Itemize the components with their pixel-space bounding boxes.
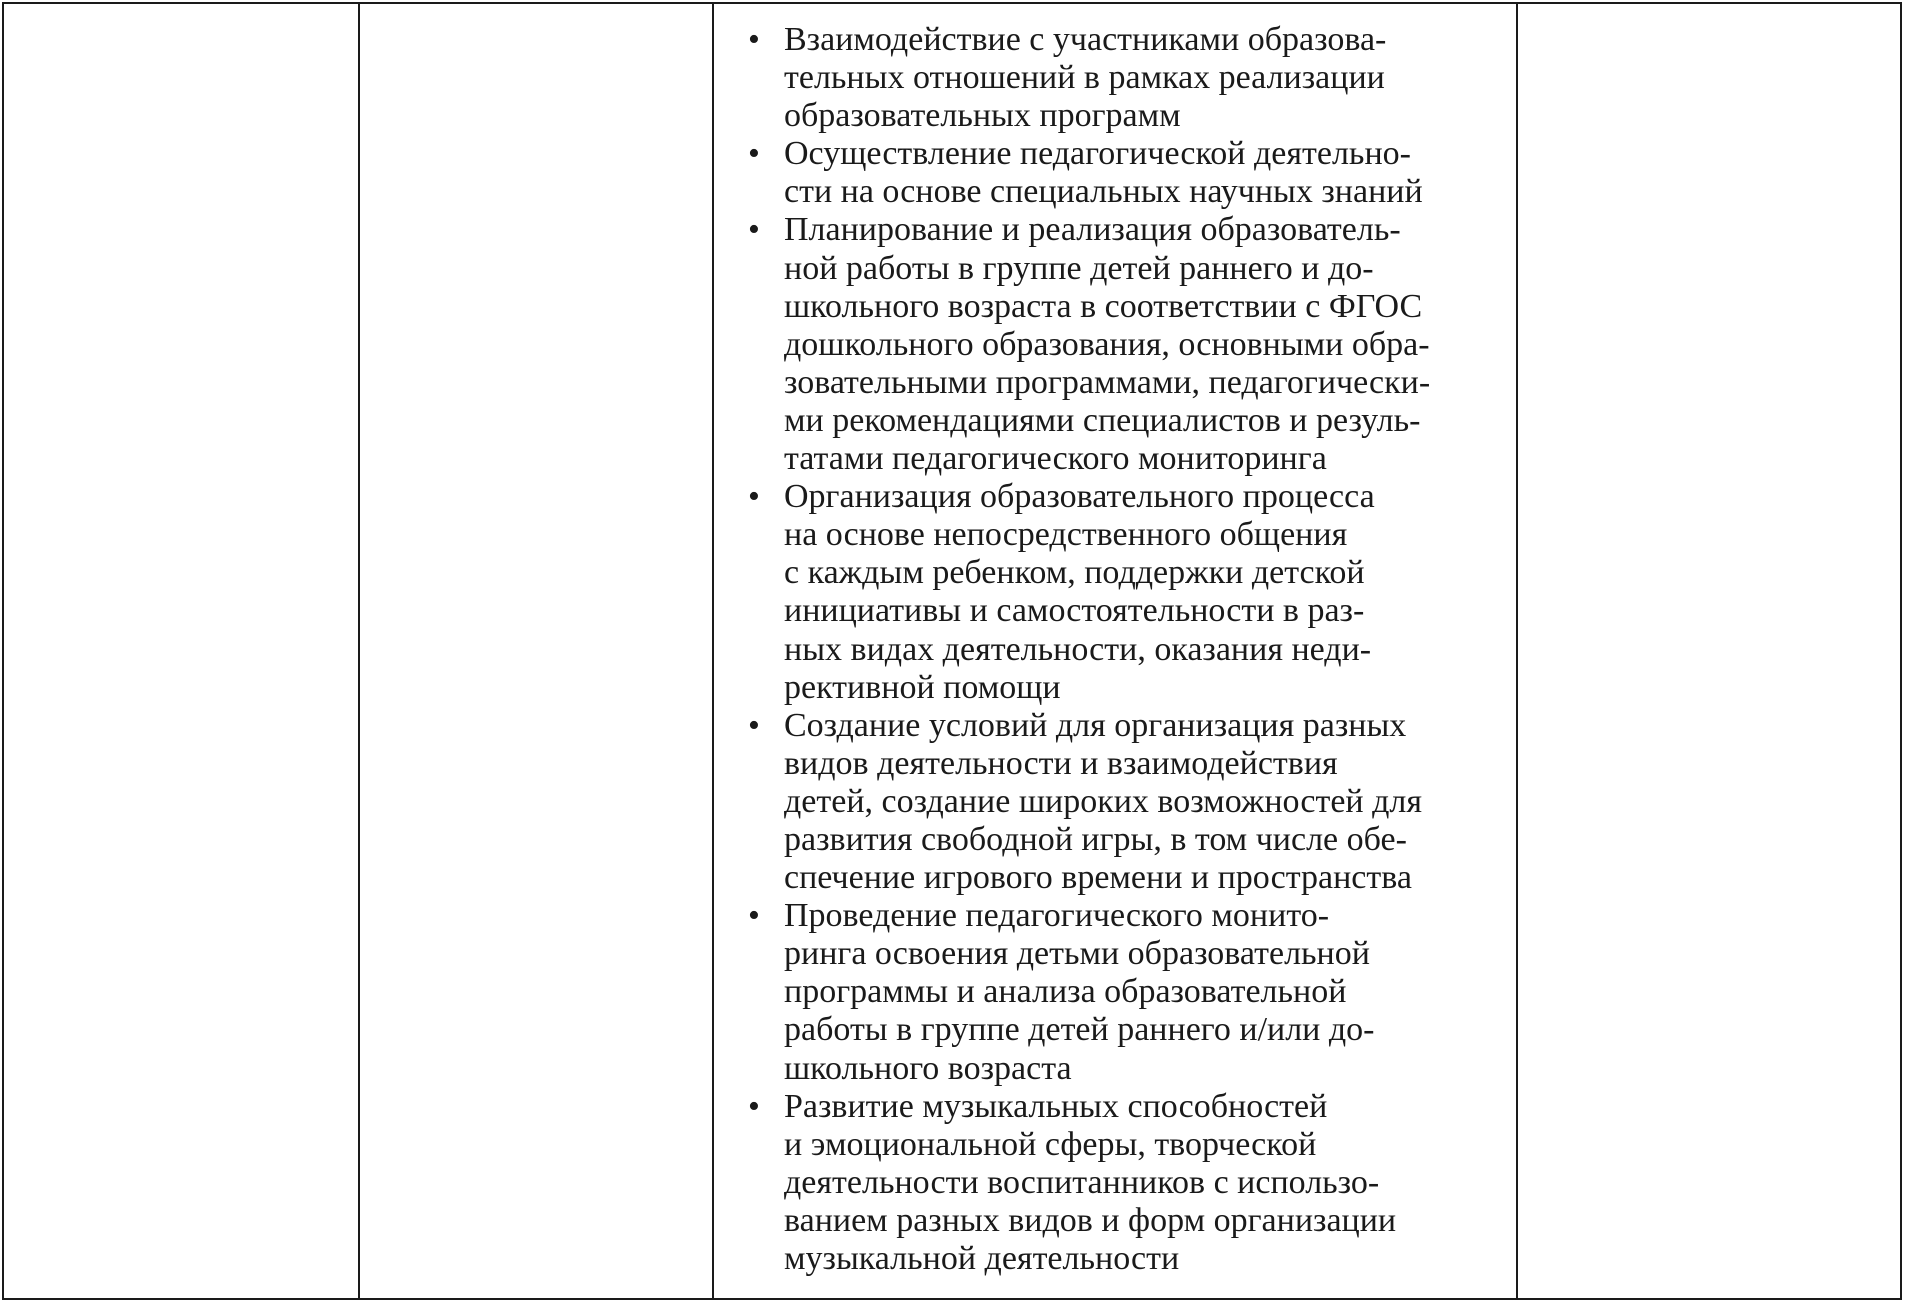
list-item — [738, 478, 1508, 707]
list-item-line: Взаимодействие с участниками образова- — [784, 21, 1387, 58]
list-item-line: школьного возраста в соответствии с ФГОС — [784, 287, 1423, 325]
list-item-line: Осуществление педагогической деятельно- — [784, 135, 1411, 173]
list-item-line: спечение игрового времени и пространства — [784, 859, 1412, 897]
list-item-line: рективной помощи — [784, 668, 1061, 706]
table — [2, 2, 1902, 1300]
list-item-line: с каждым ребенком, поддержки детской — [784, 554, 1365, 592]
list-item-line: ванием разных видов и форм организации — [784, 1201, 1397, 1239]
list-item-line: развития свободной игры, в том числе обе- — [784, 820, 1407, 858]
list-item-line: Проведение педагогического монито- — [784, 897, 1330, 935]
bullet-icon: • — [748, 478, 760, 516]
list-item-line: тельных отношений в рамках реализации — [784, 59, 1385, 97]
list-item-line: ринга освоения детьми образовательной — [784, 935, 1370, 973]
list-item-line: зовательными программами, педагогически- — [784, 363, 1431, 401]
table-cell-1 — [4, 4, 360, 1298]
table-cell-2 — [360, 4, 714, 1298]
list-item-line: на основе непосредственного общения — [784, 516, 1348, 554]
list-item — [738, 1088, 1508, 1278]
list-item-line: сти на основе специальных научных знаний — [784, 173, 1423, 211]
bullet-icon: • — [748, 706, 760, 744]
list-item-line: видов деятельности и взаимодействия — [784, 744, 1338, 782]
list-item-line: ми рекомендациями специалистов и резуль- — [784, 401, 1421, 439]
list-item-line: Создание условий для организация разных — [784, 706, 1407, 744]
list-item-line: Планирование и реализация образователь- — [784, 211, 1401, 249]
list-item — [738, 707, 1508, 897]
bullet-icon: • — [748, 135, 760, 173]
table-cell-4 — [1518, 4, 1900, 1298]
bullet-list — [738, 21, 1508, 1278]
list-item-line: школьного возраста — [784, 1049, 1072, 1087]
list-item-line: музыкальной деятельности — [784, 1240, 1180, 1277]
list-item-line: Организация образовательного процесса — [784, 478, 1375, 516]
list-item — [738, 21, 1508, 135]
list-item-line: работы в группе детей раннего и/или до- — [784, 1011, 1375, 1049]
list-item-line: инициативы и самостоятельности в раз- — [784, 592, 1365, 630]
list-item-line: и эмоциональной сферы, творческой — [784, 1125, 1317, 1163]
list-item-line: дошкольного образования, основными обра- — [784, 325, 1430, 363]
list-item-line: татами педагогического мониторинга — [784, 440, 1327, 478]
list-item-line: детей, создание широких возможностей для — [784, 782, 1423, 820]
list-item-line: деятельности воспитанников с использо- — [784, 1163, 1380, 1201]
bullet-icon: • — [748, 897, 760, 935]
list-item-line: образовательных программ — [784, 97, 1181, 135]
bullet-icon: • — [748, 1087, 760, 1125]
list-item — [738, 897, 1508, 1087]
list-item-line: программы и анализа образовательной — [784, 973, 1347, 1011]
bullet-icon: • — [748, 211, 760, 249]
table-cell-3 — [714, 4, 1518, 1298]
list-item-line: ных видах деятельности, оказания неди- — [784, 630, 1372, 668]
list-item-line: ной работы в группе детей раннего и до- — [784, 249, 1374, 287]
list-item — [738, 211, 1508, 478]
list-item — [738, 135, 1508, 211]
bullet-icon: • — [748, 21, 760, 58]
list-item-line: Развитие музыкальных способностей — [784, 1087, 1328, 1125]
